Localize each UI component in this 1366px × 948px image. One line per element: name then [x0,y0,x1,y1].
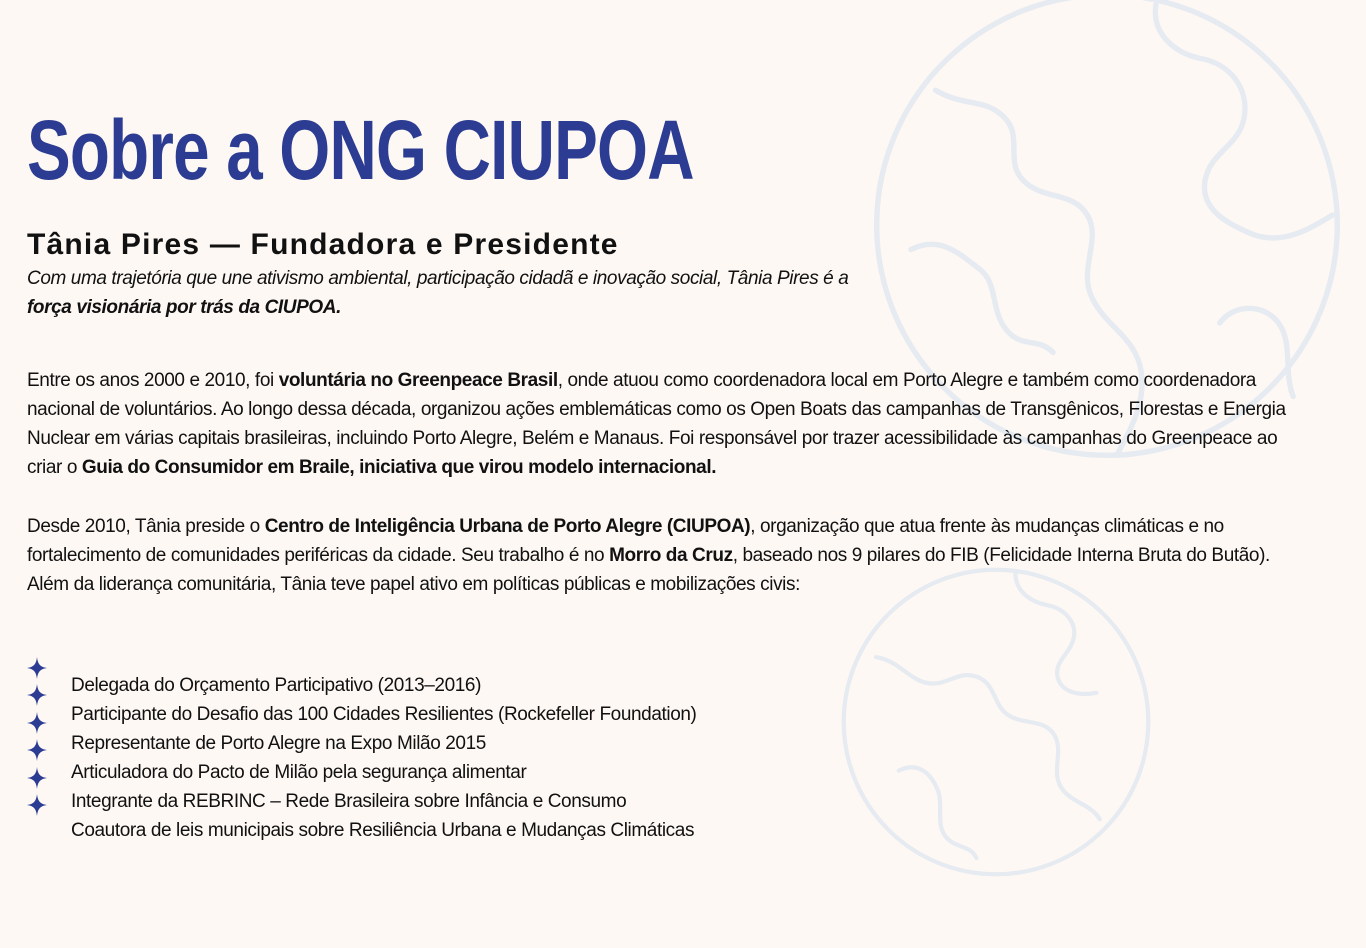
para2-text-2: , organização que atua frente às mudanças climáticas e no fortalecimento de comunidades periféricas da cidade. Seu trabalho é no [27,516,1224,566]
founder-heading: Tânia Pires — Fundadora e Presidente [27,228,619,261]
list-item: Participante do Desafio das 100 Cidades Resilientes (Rockefeller Foundation) [71,704,697,725]
ciupoa-paragraph [27,512,1317,599]
para1-text-2: , onde atuou como coordenadora local em Porto Alegre e também como coordenadora nacional de voluntários. Ao longo dessa década, organizou ações emblemáticas como os Open Boats das campanhas de Transgênicos, Florestas e Energia Nuclear em várias capitais brasileiras, incluindo Porto Alegre, Belém e Manaus. Foi responsável por trazer acessibilidade às campanhas do Greenpeace ao criar o [27,370,1286,478]
intro-highlight: força visionária por trás da CIUPOA. [27,297,341,318]
para2-text-4: Além da liderança comunitária, Tânia teve papel ativo em políticas públicas e mobilizações civis: [27,574,800,595]
para1-bold-1: voluntária no Greenpeace Brasil [278,370,558,391]
para2-bold-2: Morro da Cruz [609,545,733,566]
para1-text-1: Entre os anos 2000 e 2010, foi [27,370,279,391]
page-title: Sobre a ONG CIUPOA [27,103,694,197]
list-item: Representante de Porto Alegre na Expo Milão 2015 [71,733,486,754]
greenpeace-paragraph [27,366,1317,482]
intro-text: Com uma trajetória que une ativismo ambiental, participação cidadã e inovação social, Tânia Pires é a [27,268,849,289]
globe-icon [834,560,1158,884]
para2-bold-1: Centro de Inteligência Urbana de Porto Alegre (CIUPOA) [264,516,751,537]
list-item: Articuladora do Pacto de Milão pela segurança alimentar [71,762,527,783]
para2-text-3: , baseado nos 9 pilares do FIB (Felicidade Interna Bruta do Butão). [732,545,1270,566]
para1-bold-2: Guia do Consumidor em Braile, iniciativa que virou modelo internacional. [81,457,717,478]
list-item: Coautora de leis municipais sobre Resiliência Urbana e Mudanças Climáticas [71,820,695,841]
para2-text-1: Desde 2010, Tânia preside o [27,516,265,537]
list-item: Integrante da REBRINC – Rede Brasileira sobre Infância e Consumo [71,791,627,812]
list-item: Delegada do Orçamento Participativo (2013–2016) [71,675,482,696]
founder-intro [27,264,967,322]
roles-list [27,671,696,845]
